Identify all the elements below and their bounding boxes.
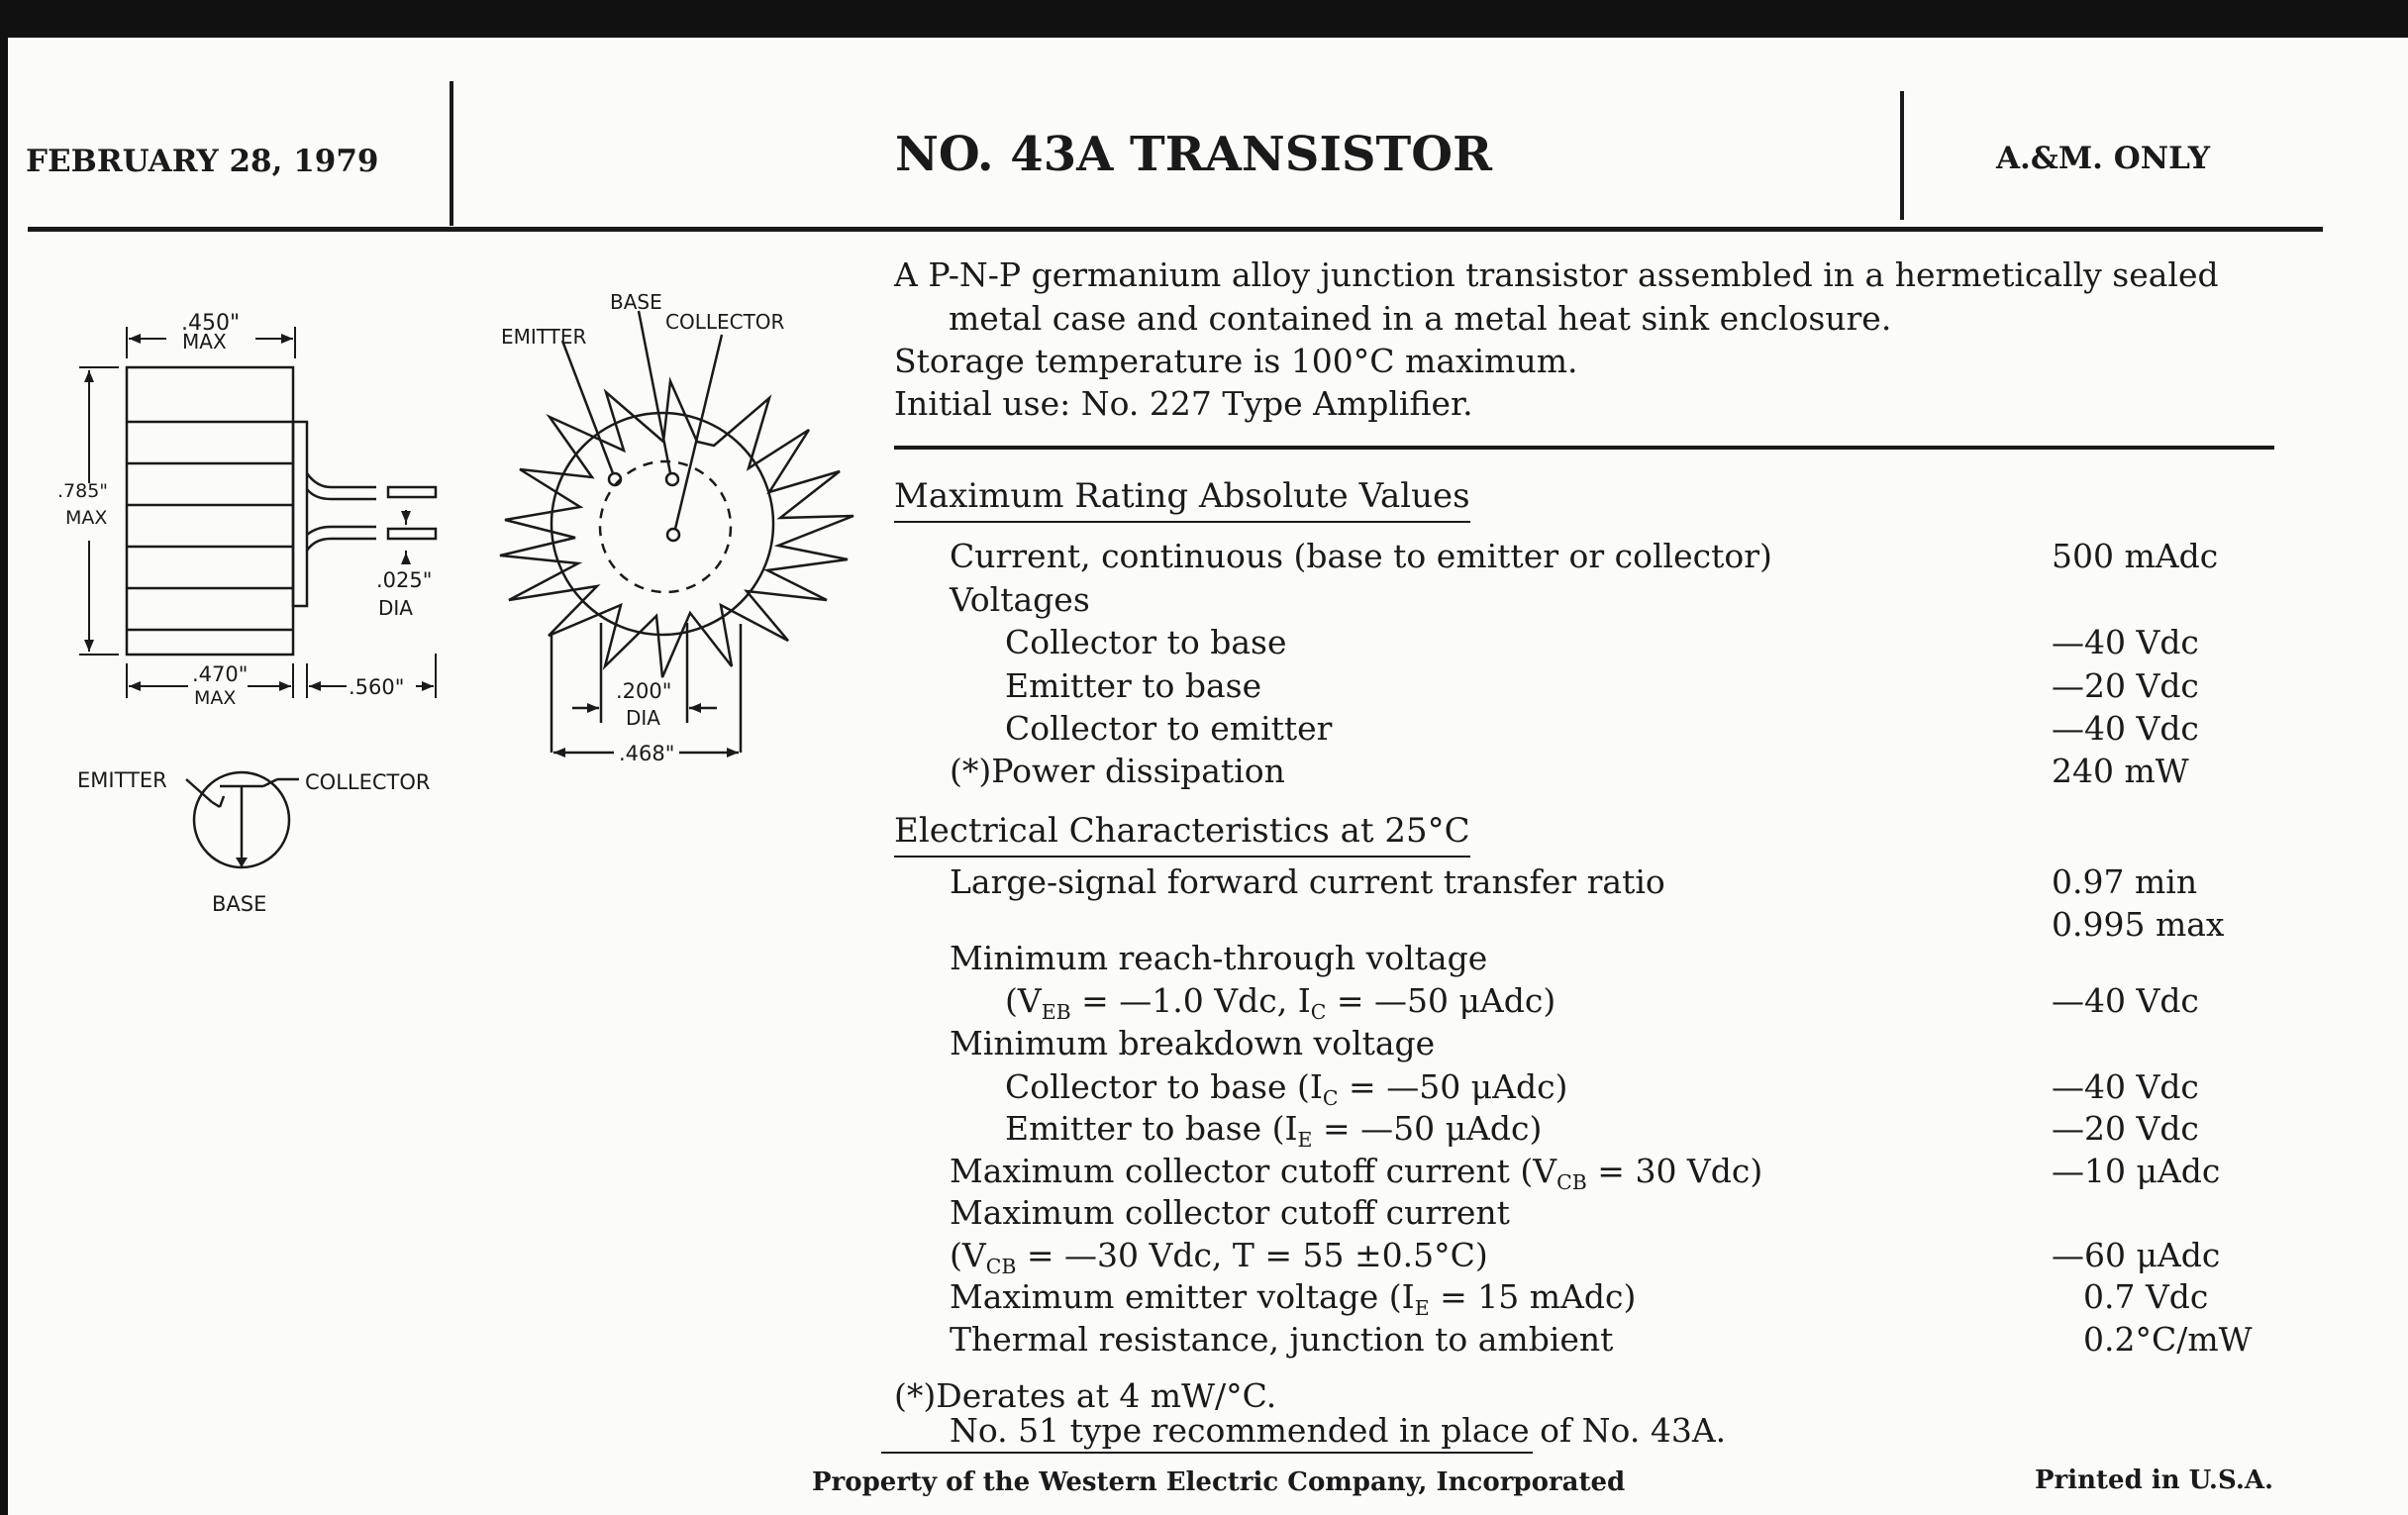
rating-current-value: 500 mAdc [2052, 537, 2219, 575]
transfer-ratio-min: 0.97 min [2052, 862, 2198, 901]
transfer-ratio-max: 0.995 max [2052, 905, 2225, 944]
cutoff-current-2-value: —60 μAdc [2052, 1236, 2221, 1274]
header-rule [28, 227, 2323, 232]
footer-printed: Printed in U.S.A. [2035, 1465, 2274, 1495]
note-derate: (*)Derates at 4 mW/°C. [894, 1376, 1277, 1415]
breakdown-eb-value: —20 Vdc [2052, 1109, 2199, 1148]
header-divider-left [450, 81, 453, 226]
end-view-overall: .468" [619, 742, 675, 765]
symbol-base-label: BASE [212, 892, 267, 916]
rating-ce-value: —40 Vdc [2052, 709, 2199, 748]
header-divider-right [1900, 91, 1904, 220]
dim-width-top-max: MAX [182, 330, 227, 354]
cutoff-current-2-condition: ($V_{CB}$ = —30 Vdc, T = 55 ±0.5°C) [950, 1236, 1488, 1279]
dim-width-top: .450" [181, 311, 241, 336]
reach-through-condition: ($V_{EB}$ = —1.0 Vdc, $I_C$ = —50 μAdc) [1005, 981, 1556, 1025]
footer-property: Property of the Western Electric Company, Incorporated [812, 1467, 1626, 1497]
breakdown-eb: Emitter to base ($I_E$ = —50 μAdc) [1005, 1109, 1543, 1153]
breakdown-cb-value: —40 Vdc [2052, 1067, 2199, 1106]
description-line-3: Storage temperature is 100°C maximum. [894, 342, 1578, 380]
rating-eb-label: Emitter to base [1005, 666, 1262, 705]
end-view-dia-label: DIA [626, 706, 660, 730]
rating-voltages-label: Voltages [950, 580, 1090, 619]
side-view-dimensions [79, 327, 436, 698]
rating-power-value: 240 mW [2052, 752, 2189, 790]
breakdown-cb: Collector to base ($I_C$ = —50 μAdc) [1005, 1067, 1568, 1111]
rating-eb-value: —20 Vdc [2052, 666, 2199, 705]
rating-cb-value: —40 Vdc [2052, 623, 2199, 661]
transfer-ratio-label: Large-signal forward current transfer ratio [950, 862, 1665, 901]
end-view-heat-sink [500, 311, 853, 753]
max-ratings-heading: Maximum Rating Absolute Values [894, 479, 1470, 523]
dim-lead-dia-label: DIA [378, 596, 413, 620]
rating-cb-label: Collector to base [1005, 623, 1287, 661]
description-line-1: A P-N-P germanium alloy junction transistor assembled in a hermetically sealed [894, 255, 2219, 294]
transistor-diagrams [0, 248, 891, 1000]
emitter-voltage-value: 0.7 Vdc [2083, 1277, 2209, 1316]
end-view-collector-label: COLLECTOR [665, 310, 785, 334]
cutoff-current-2-label: Maximum collector cutoff current [950, 1193, 1510, 1232]
header-date: FEBRUARY 28, 1979 [26, 144, 379, 179]
breakdown-label: Minimum breakdown voltage [950, 1024, 1436, 1062]
rating-ce-label: Collector to emitter [1005, 709, 1333, 748]
notes-rule [881, 1452, 1533, 1454]
section-rule [894, 446, 2274, 450]
cutoff-current-1-value: —10 μAdc [2052, 1152, 2221, 1190]
dim-width-bottom-max: MAX [194, 687, 237, 709]
rating-power-label: (*)Power dissipation [950, 752, 1285, 790]
description-line-2: metal case and contained in a metal heat sink enclosure. [949, 299, 1892, 338]
dim-lead-length: .560" [349, 675, 405, 699]
dim-height: .785" [57, 480, 109, 502]
end-view-dia: .200" [616, 679, 672, 703]
transistor-symbol [186, 772, 299, 867]
dim-width-bottom: .470" [192, 662, 249, 686]
end-view-base-label: BASE [610, 290, 662, 314]
header-restriction: A.&M. ONLY [1996, 141, 2211, 176]
page-title: NO. 43A TRANSISTOR [895, 127, 1492, 182]
dim-height-max: MAX [65, 507, 108, 529]
thermal-resistance-label: Thermal resistance, junction to ambient [950, 1320, 1614, 1359]
rating-current-label: Current, continuous (base to emitter or collector) [950, 537, 1772, 575]
end-view-emitter-label: EMITTER [501, 325, 587, 349]
electrical-heading: Electrical Characteristics at 25°C [894, 814, 1470, 858]
reach-through-label: Minimum reach-through voltage [950, 939, 1488, 977]
description-line-4: Initial use: No. 227 Type Amplifier. [894, 384, 1473, 423]
cutoff-current-1: Maximum collector cutoff current ($V_{CB} = 30$ Vdc) [950, 1152, 1763, 1195]
dim-lead-dia: .025" [376, 568, 433, 592]
reach-through-value: —40 Vdc [2052, 981, 2199, 1020]
thermal-resistance-value: 0.2°C/mW [2083, 1320, 2253, 1359]
note-replacement: No. 51 type recommended in place of No. 43A. [950, 1411, 1727, 1450]
emitter-voltage: Maximum emitter voltage ($I_E = 15$ mAdc) [950, 1277, 1637, 1321]
symbol-collector-label: COLLECTOR [305, 770, 431, 794]
symbol-emitter-label: EMITTER [77, 768, 167, 792]
